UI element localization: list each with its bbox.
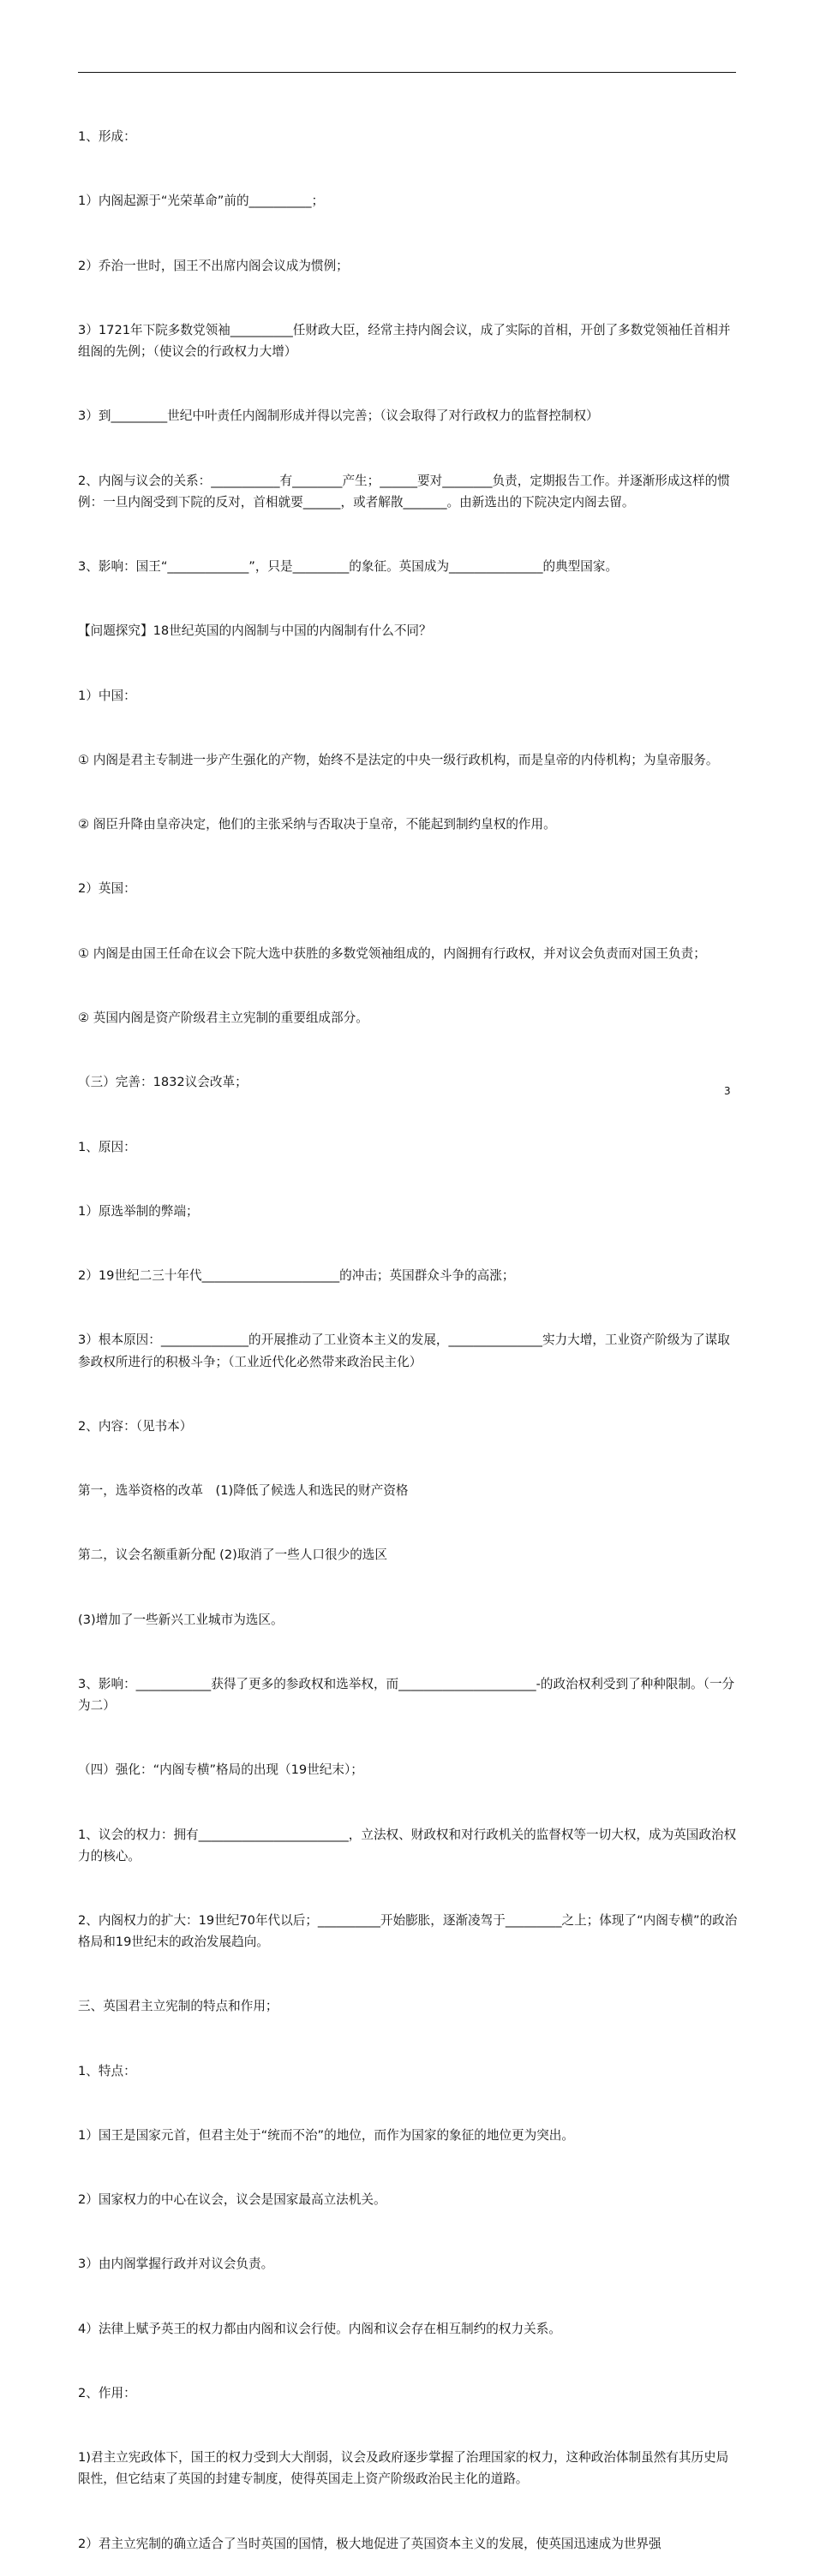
text-line: 1)君主立宪政体下，国王的权力受到大大削弱，议会及政府逐步掌握了治理国家的权力，这种政治体制虽然有其历史局限性，但它结束了英国的封建专制度，使得英国走上资产阶级政治民主化的道路。: [78, 2450, 729, 2487]
text-line: 1）国王是国家元首，但君主处于“统而不治”的地位，而作为国家的象征的地位更为突出。: [78, 2127, 574, 2143]
text-line: 1、特点：: [78, 2063, 136, 2078]
text-line: ② 英国内阁是资产阶级君主立宪制的重要组成部分。: [78, 1011, 368, 1026]
text-line: 1、议会的权力：拥有________________________，立法权、财政权和对行政机关的监督权等一切大权，成为英国政治权力的核心。: [78, 1827, 737, 1863]
text-line: ① 内阁是由国王任命在议会下院大选中获胜的多数党领袖组成的，内阁拥有行政权，并对议会负责而对国王负责；: [78, 945, 706, 961]
text-line: 【问题探究】18世纪英国的内阁制与中国的内阁制有什么不同？: [78, 623, 432, 639]
text-line: （三）完善：1832议会改革；: [78, 1075, 248, 1090]
text-line: 1、形成：: [78, 129, 136, 145]
text-line: 第二，议会名额重新分配 (2)取消了一些人口很少的选区: [78, 1547, 387, 1563]
text-line: 3）根本原因：______________的开展推动了工业资本主义的发展，_______________实力大增，工业资产阶级为了谋取参政权所进行的积极斗争；（工业近代化必然带来政治民主化）: [78, 1333, 730, 1369]
text-line: 1）内阁起源于“光荣革命”前的__________；: [78, 194, 325, 209]
text-line: 3）1721年下院多数党领袖__________任财政大臣，经常主持内阁会议，成了实际的首相，开创了多数党领袖任首相并组阁的先例；（使议会的行政权力大增）: [78, 323, 731, 360]
document-body: [78, 83, 738, 2576]
text-line: 2）国家权力的中心在议会，议会是国家最高立法机关。: [78, 2192, 386, 2208]
text-line: 2、内阁权力的扩大：19世纪70年代以后；__________开始膨胀，逐渐凌驾于_________之上；体现了“内阁专横”的政治格局和19世纪末的政治发展趋向。: [78, 1912, 738, 1950]
text-line: 2、内阁与议会的关系：___________有________产生；______要对________负责，定期报告工作。并逐渐形成这样的惯例：一旦内阁受到下院的反对，首相就要______，或者解散_______。由新选出的下院决定内阁去留。: [78, 473, 730, 510]
text-line: 1）原选举制的弊端；: [78, 1203, 199, 1219]
text-line: 3）到_________世纪中叶责任内阁制形成并得以完善；（议会取得了对行政权力的监督控制权）: [78, 408, 599, 424]
text-line: 三、英国君主立宪制的特点和作用；: [78, 1999, 278, 2014]
text-line: (3)增加了一些新兴工业城市为选区。: [78, 1612, 284, 1627]
text-line: 2）乔治一世时，国王不出席内阁会议成为惯例；: [78, 258, 349, 273]
text-line: ② 阁臣升降由皇帝决定，他们的主张采纳与否取决于皇帝，不能起到制约皇权的作用。: [78, 817, 556, 832]
text-line: 2）19世纪二三十年代______________________的冲击；英国群众斗争的高涨；: [78, 1268, 515, 1284]
text-line: ① 内阁是君主专制进一步产生强化的产物，始终不是法定的中央一级行政机构，而是皇帝的内侍机构；为皇帝服务。: [78, 752, 719, 767]
header-rule: [78, 72, 736, 73]
text-line: 2、内容：（见书本）: [78, 1418, 193, 1434]
text-line: 3、影响：国王“_____________”，只是_________的象征。英国成为_______________的典型国家。: [78, 559, 619, 575]
text-line: 第一，选举资格的改革 (1)降低了候选人和选民的财产资格: [78, 1483, 409, 1499]
text-line: 2）英国：: [78, 881, 136, 897]
text-line: 4）法律上赋予英王的权力都由内阁和议会行使。内阁和议会存在相互制约的权力关系。: [78, 2321, 561, 2336]
text-line: 2、作用：: [78, 2386, 136, 2401]
text-line: （四）强化：“内阁专横”格局的出现（19世纪末）；: [78, 1762, 363, 1778]
text-line: 2）君主立宪制的确立适合了当时英国的国情，极大地促进了英国资本主义的发展，使英国迅速成为世界强: [78, 2536, 661, 2551]
text-line: 3）由内阁掌握行政并对议会负责。: [78, 2257, 274, 2272]
text-line: 1）中国：: [78, 688, 136, 703]
page-number: 3: [724, 1085, 731, 1097]
text-line: 3、影响：____________获得了更多的参政权和选举权，而______________________-的政治权利受到了种种限制。（一分为二）: [78, 1676, 735, 1714]
text-line: 1、原因：: [78, 1139, 136, 1154]
